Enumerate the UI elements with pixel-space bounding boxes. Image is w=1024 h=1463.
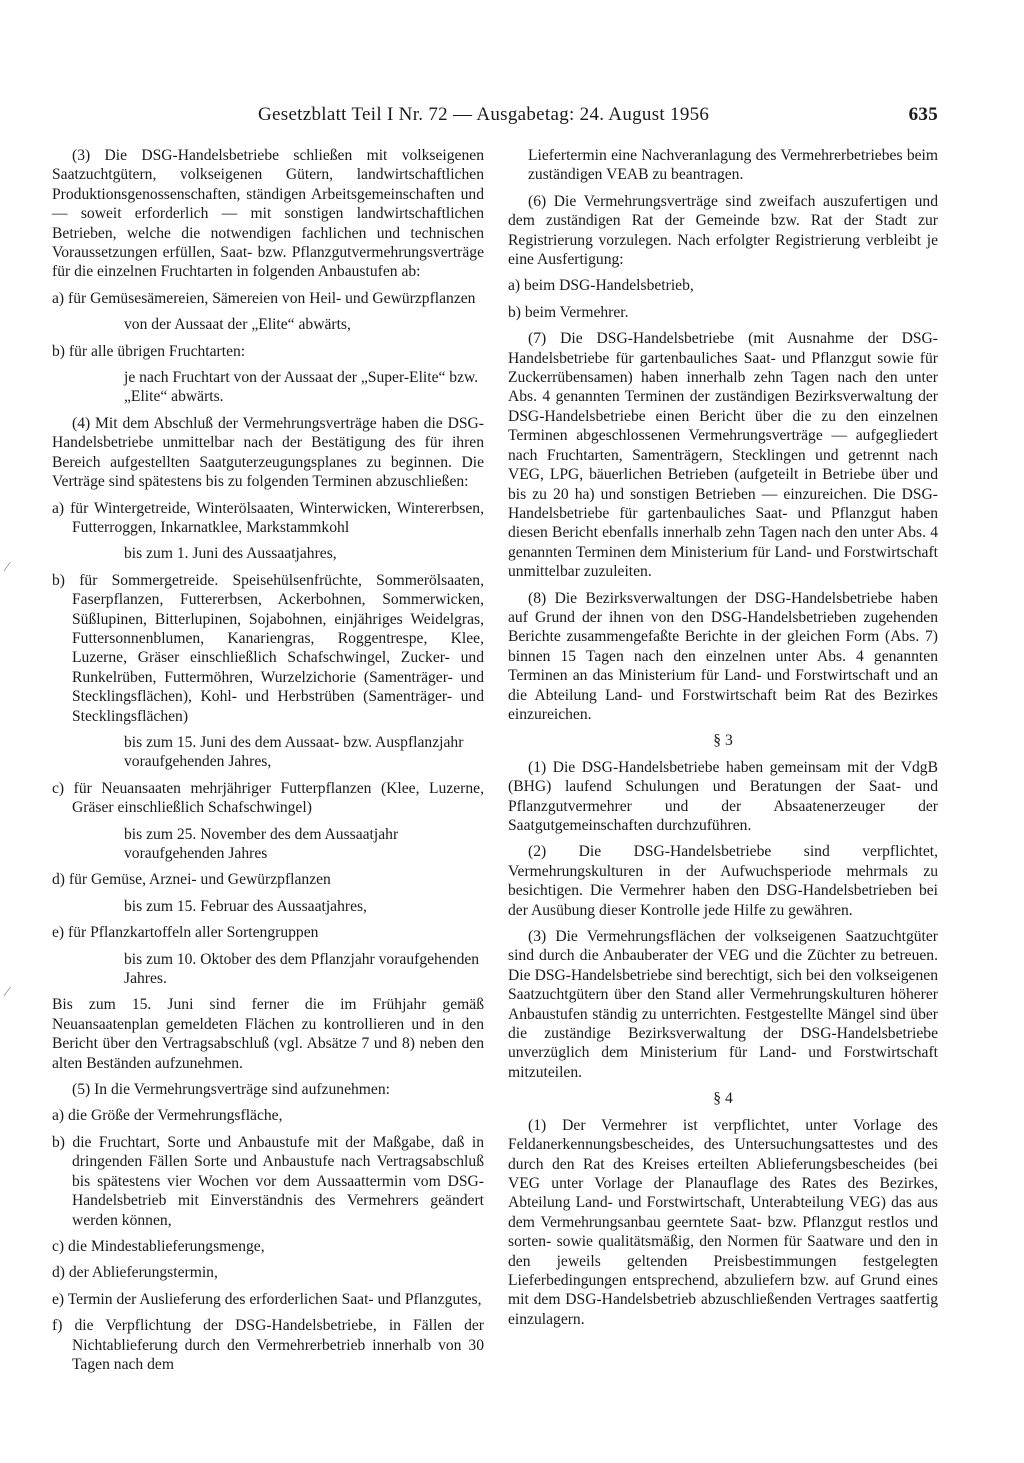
list-item-5d: d) der Ablieferungstermin,: [52, 1264, 218, 1282]
list-item-5a: a) die Größe der Vermehrungsfläche,: [52, 1107, 283, 1125]
paragraph-2-5: (5) In die Vermehrungsverträge sind aufzunehmen:: [72, 1081, 390, 1099]
list-item-5f: f) die Verpflichtung der DSG-Handelsbetriebe, in Fällen der Nichtablieferung durch den Vermehrerbetrieb innerhalb von 30 Tagen nach dem: [52, 1317, 484, 1373]
list-item-4e: e) für Pflanzkartoffeln aller Sortengruppen: [52, 924, 319, 942]
margin-pencil-mark: ⁄: [6, 985, 9, 1000]
section-3-heading: § 3: [713, 732, 733, 750]
list-item-4c-detail: bis zum 25. November des dem Aussaatjahr voraufgehenden Jahres: [124, 825, 399, 862]
list-item-5b: b) die Fruchtart, Sorte und Anbaustufe mit der Maßgabe, daß in dringenden Fällen Sorte und Anbaustufe nach Vertragsabschluß bis spätestens vier Wochen vor dem Aussaattermin vom DSG-Handelsbetrieb mit Einverständnis des Vermehrers geändert werden können,: [52, 1133, 484, 1229]
list-item-4a-detail: bis zum 1. Juni des Aussaatjahres,: [124, 545, 337, 563]
header-title: Gesetzblatt Teil I Nr. 72 — Ausgabetag: 24. August 1956: [258, 104, 710, 125]
paragraph-2-6: (6) Die Vermehrungsverträge sind zweifach auszufertigen und dem zuständigen Rat der Gemeinde bzw. Rat der Stadt zur Registrierung vorzulegen. Nach erfolgter Registrierung verbleibt je eine Ausfertigung:: [508, 192, 938, 269]
paragraph-2-8: (8) Die Bezirksverwaltungen der DSG-Handelsbetriebe haben auf Grund der ihnen von den DSG-Handelsbetrieben zugehenden Berichte zusammengefaßte Berichte in der gleichen Form (Abs. 7) binnen 15 Tagen nach den einzelnen unter Abs. 4 genannten Terminen an das Ministerium für Land- und Forstwirtschaft und an die Abteilung Land- und Forstwirtschaft beim Rat des Bezirkes einzureichen.: [508, 589, 938, 723]
list-item-3b: b) für alle übrigen Fruchtarten:: [52, 342, 246, 360]
list-item-4e-detail: bis zum 10. Oktober des dem Pflanzjahr voraufgehenden Jahres.: [124, 950, 480, 988]
paragraph-2-3: (3) Die DSG-Handelsbetriebe schließen mit volkseigenen Saatzuchtgütern, volkseigenen Gütern, landwirtschaftlichen Produktionsgenossenschaften, ständigen Arbeitsgemeinschaften und — soweit erforderlich — mit sonstigen landwirtschaftlichen Betrieben, welche die notwendigen fachlichen und technischen Voraussetzungen erfüllen, Saat- bzw. Pflanzgutvermehrungsverträge für die einzelnen Fruchtarten in folgenden Anbaustufen ab:: [52, 147, 484, 281]
list-item-3b-detail: je nach Fruchtart von der Aussaat der „Super-Elite“ bzw. „Elite“ abwärts.: [124, 369, 479, 406]
list-item-4c: c) für Neuansaaten mehrjähriger Futterpflanzen (Klee, Luzerne, Gräser einschließlich Schafschwingel): [52, 779, 484, 817]
section-4-heading: § 4: [713, 1090, 733, 1108]
right-column: [508, 146, 938, 1336]
left-column: [52, 146, 484, 1381]
page-number: 635: [908, 104, 938, 125]
list-item-4a: a) für Wintergetreide, Winterölsaaten, Winterwicken, Wintererbsen, Futterroggen, Inkarnatklee, Markstammkohl: [52, 499, 484, 536]
list-item-6b: b) beim Vermehrer.: [508, 303, 629, 321]
list-item-5e: e) Termin der Auslieferung des erforderlichen Saat- und Pflanzgutes,: [52, 1290, 482, 1308]
list-item-4b-detail: bis zum 15. Juni des dem Aussaat- bzw. Auspflanzjahr voraufgehenden Jahres,: [124, 733, 464, 771]
paragraph-2-4-closing: Bis zum 15. Juni sind ferner die im Frühjahr gemäß Neuansaatenplan gemeldeten Flächen zu kontrollieren und in den Bericht über den Vertragsabschluß (vgl. Absätze 7 und 8) neben den alten Beständen aufzunehmen.: [52, 996, 484, 1072]
margin-pencil-mark: ⁄: [6, 560, 9, 575]
list-item-5c: c) die Mindestablieferungsmenge,: [52, 1237, 265, 1255]
list-item-4d-detail: bis zum 15. Februar des Aussaatjahres,: [124, 897, 367, 915]
list-item-4d: d) für Gemüse, Arznei- und Gewürzpflanzen: [52, 871, 331, 889]
list-item-5f-continued: Liefertermin eine Nachveranlagung des Vermehrerbetriebes beim zuständigen VEAB zu beantragen.: [528, 147, 938, 184]
paragraph-2-4: (4) Mit dem Abschluß der Vermehrungsverträge haben die DSG-Handelsbetriebe unmittelbar nach der Bestätigung des für ihren Bereich aufgestellten Saatguterzeugungsplanes zu beginnen. Die Verträge sind spätestens bis zu folgenden Terminen abzuschließen:: [52, 414, 484, 491]
page-header: [258, 104, 938, 130]
list-item-3a: a) für Gemüsesämereien, Sämereien von Heil- und Gewürzpflanzen: [52, 289, 476, 307]
paragraph-2-7: (7) Die DSG-Handelsbetriebe (mit Ausnahme der DSG-Handelsbetriebe für gartenbauliches Saat- und Pflanzgut sowie für Zuckerrübensamen) haben innerhalb zehn Tagen nach den unter Abs. 4 genannten Terminen der zuständigen Bezirksverwaltung der DSG-Handelsbetriebe einen Bericht über die zu den einzelnen Terminen abgeschlossenen Vermehrungsverträge — aufgegliedert nach Fruchtarten, Samenträgern, Stecklingen und getrennt nach VEG, LPG, bäuerlichen Betrieben (aufgeteilt in Betriebe über und bis zu 20 ha) und sonstigen Betrieben — einzureichen. Die DSG-Handelsbetriebe für gartenbauliches Saat- und Pflanzgut haben diesen Bericht ebenfalls innerhalb zehn Tagen nach den unter Abs. 4 genannten Terminen dem Ministerium für Land- und Forstwirtschaft unmittelbar zuzuleiten.: [508, 330, 938, 581]
paragraph-3-1: (1) Die DSG-Handelsbetriebe haben gemeinsam mit der VdgB (BHG) laufend Schulungen und Beratungen der Saat- und Pflanzgutvermehrer und der Absaatenerzeuger der Saatgutgemeinschaften durchzuführen.: [508, 758, 938, 834]
paragraph-4-1: (1) Der Vermehrer ist verpflichtet, unter Vorlage des Feldanerkennungsbescheides, des Untersuchungsattestes und des durch den Rat des Kreises erteilten Ablieferungsbescheides (bei VEG unter Vorlage der Planauflage des Rates des Bezirkes, Abteilung Land- und Forstwirtschaft, Unterabteilung VEG) das aus dem Vermehrungsanbau geerntete Saat- bzw. Pflanzgut restlos und sorten- sowie qualitätsmäßig, den Normen für Saatware und den in den jeweils geltenden Preisbestimmungen festgelegten Lieferbedingungen entsprechend, abzuliefern bzw. auf Grund eines mit dem DSG-Handelsbetrieb abzuschließenden Vertrages saatfertig einzulagern.: [508, 1116, 938, 1328]
list-item-3a-detail: von der Aussaat der „Elite“ abwärts,: [124, 316, 351, 334]
list-item-4b: b) für Sommergetreide. Speisehülsenfrüchte, Sommerölsaaten, Faserpflanzen, Futtererbsen, Ackerbohnen, Sommerwicken, Süßlupinen, Bitterlupinen, Sojabohnen, einjähriges Weidelgras, Futtersonnenblumen, Kanariengras, Roggentrespe, Klee, Luzerne, Gräser einschließlich Schafschwingel, Zucker- und Runkelrüben, Futtermöhren, Wurzelzichorie (Samenträger- und Stecklingsflächen), Kohl- und Herbstrüben (Samenträger- und Stecklingsflächen): [52, 571, 484, 725]
list-item-6a: a) beim DSG-Handelsbetrieb,: [508, 277, 694, 295]
paragraph-3-3: (3) Die Vermehrungsflächen der volkseigenen Saatzuchtgüter sind durch die Anbauberater der VEG und die Züchter zu betreuen. Die DSG-Handelsbetriebe sind berechtigt, sich bei den volkseigenen Saatzuchtgütern über den Stand aller Vermehrungskulturen höherer Anbaustufen ständig zu unterrichten. Festgestellte Mängel sind über die zuständige Bezirksverwaltung der DSG-Handelsbetriebe unverzüglich dem Ministerium für Land- und Forstwirtschaft mitzuteilen.: [508, 928, 938, 1081]
paragraph-3-2: (2) Die DSG-Handelsbetriebe sind verpflichtet, Vermehrungskulturen in der Aufwuchsperiode mehrmals zu besichtigen. Die Vermehrer haben den DSG-Handelsbetrieben bei der Ausübung dieser Kontrolle jede Hilfe zu gewähren.: [508, 843, 938, 919]
